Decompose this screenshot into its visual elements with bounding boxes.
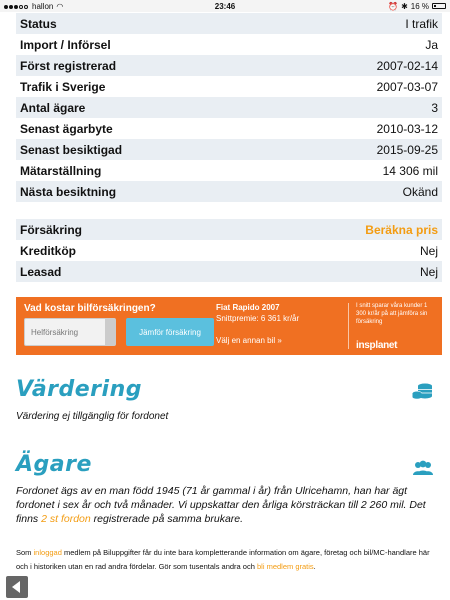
carrier-name: hallon bbox=[32, 1, 54, 11]
row-label: Kreditköp bbox=[20, 243, 77, 258]
insurance-type-select[interactable] bbox=[24, 318, 116, 346]
owner-text-part-2: registrerade på samma brukare. bbox=[93, 513, 244, 525]
select-value: Helförsäkring bbox=[31, 327, 79, 337]
table-row bbox=[16, 160, 442, 181]
row-value: 2015-09-25 bbox=[376, 142, 438, 157]
row-value: Nej bbox=[419, 243, 438, 258]
logged-in-link[interactable]: inloggad bbox=[33, 548, 62, 557]
coins-icon bbox=[412, 382, 434, 400]
table-row bbox=[16, 181, 442, 202]
valuation-title: Värdering bbox=[16, 377, 142, 402]
row-label: Senast ägarbyte bbox=[20, 121, 113, 136]
row-value: Okänd bbox=[402, 184, 438, 199]
banner-car-model: Fiat Rapido 2007 bbox=[216, 303, 280, 312]
back-button[interactable] bbox=[6, 576, 28, 598]
bluetooth-icon: ✱ bbox=[401, 1, 408, 11]
owner-vehicles-link[interactable]: 2 st fordon bbox=[41, 513, 91, 525]
become-member-link[interactable]: bli medlem gratis bbox=[256, 562, 314, 571]
row-label: Nästa besiktning bbox=[20, 184, 117, 199]
banner-question: Vad kostar bilförsäkringen? bbox=[24, 303, 156, 314]
row-value: 3 bbox=[431, 100, 438, 115]
table-row bbox=[16, 13, 442, 34]
finance-table bbox=[16, 219, 442, 282]
signal-icon bbox=[4, 2, 29, 11]
row-value: 2010-03-12 bbox=[376, 121, 438, 136]
row-value: I trafik bbox=[405, 16, 438, 31]
member-text-part-2: medlem på Biluppgifter får du inte bara kompletterande information om ägare, företag och bil/MC-handlare här och i historiken utan en rad andra fördelar. Gör som tusentals andra och bbox=[16, 548, 430, 571]
row-value: 2007-02-14 bbox=[376, 58, 438, 73]
row-label: Leasad bbox=[20, 264, 62, 279]
calculate-price-link[interactable]: Beräkna pris bbox=[365, 222, 438, 237]
table-row bbox=[16, 139, 442, 160]
table-row bbox=[16, 219, 442, 240]
table-row bbox=[16, 55, 442, 76]
back-arrow-icon bbox=[12, 581, 22, 593]
row-label: Mätarställning bbox=[20, 163, 102, 178]
row-label: Status bbox=[20, 16, 57, 31]
valuation-text: Värdering ej tillgänglig för fordonet bbox=[16, 411, 169, 422]
select-arrow-icon bbox=[105, 319, 115, 345]
owner-text-part-1: Fordonet ägs av en man född 1945 (71 år gammal i år) från Ulricehamn, han har ägt fordonet i sex år och två månader. Vi uppskattar den årliga körsträckan till 2 260 mil. Det finns bbox=[16, 485, 426, 525]
clock: 23:46 bbox=[214, 1, 236, 11]
member-text-part-3: . bbox=[313, 562, 316, 571]
banner-savings-text: I snitt sparar våra kunder 1 300 kr/år på att jämföra sin försäkring bbox=[356, 303, 428, 325]
row-value: Nej bbox=[419, 264, 438, 279]
member-text-part-1: Som bbox=[16, 548, 32, 557]
row-label: Senast besiktigad bbox=[20, 142, 123, 157]
table-row bbox=[16, 34, 442, 55]
owner-title: Ägare bbox=[16, 452, 92, 477]
table-row bbox=[16, 240, 442, 261]
row-label: Import / Införsel bbox=[20, 37, 111, 52]
banner-divider bbox=[348, 303, 349, 349]
people-icon bbox=[412, 459, 434, 477]
row-label: Försäkring bbox=[20, 222, 83, 237]
insurance-banner bbox=[16, 297, 442, 355]
vehicle-details-table bbox=[16, 13, 442, 202]
member-info-text bbox=[16, 546, 440, 574]
status-bar bbox=[0, 0, 450, 12]
battery-percent: 16 % bbox=[410, 1, 429, 11]
row-value: 14 306 mil bbox=[382, 163, 438, 178]
compare-insurance-button[interactable]: Jämför försäkring bbox=[126, 318, 214, 346]
choose-other-car-link[interactable]: Välj en annan bil » bbox=[216, 336, 282, 345]
insplanet-logo: insplanet bbox=[356, 340, 398, 351]
row-label: Antal ägare bbox=[20, 100, 86, 115]
wifi-icon: ◠ bbox=[56, 1, 64, 11]
battery-icon bbox=[432, 3, 446, 9]
table-row bbox=[16, 97, 442, 118]
banner-premium: Snittpremie: 6 361 kr/år bbox=[216, 314, 300, 323]
row-label: Först registrerad bbox=[20, 58, 117, 73]
row-label: Trafik i Sverige bbox=[20, 79, 106, 94]
alarm-icon: ⏰ bbox=[388, 1, 399, 11]
table-row bbox=[16, 118, 442, 139]
table-row bbox=[16, 261, 442, 282]
owner-text bbox=[16, 484, 436, 526]
table-row bbox=[16, 76, 442, 97]
row-value: Ja bbox=[425, 37, 438, 52]
row-value: 2007-03-07 bbox=[376, 79, 438, 94]
